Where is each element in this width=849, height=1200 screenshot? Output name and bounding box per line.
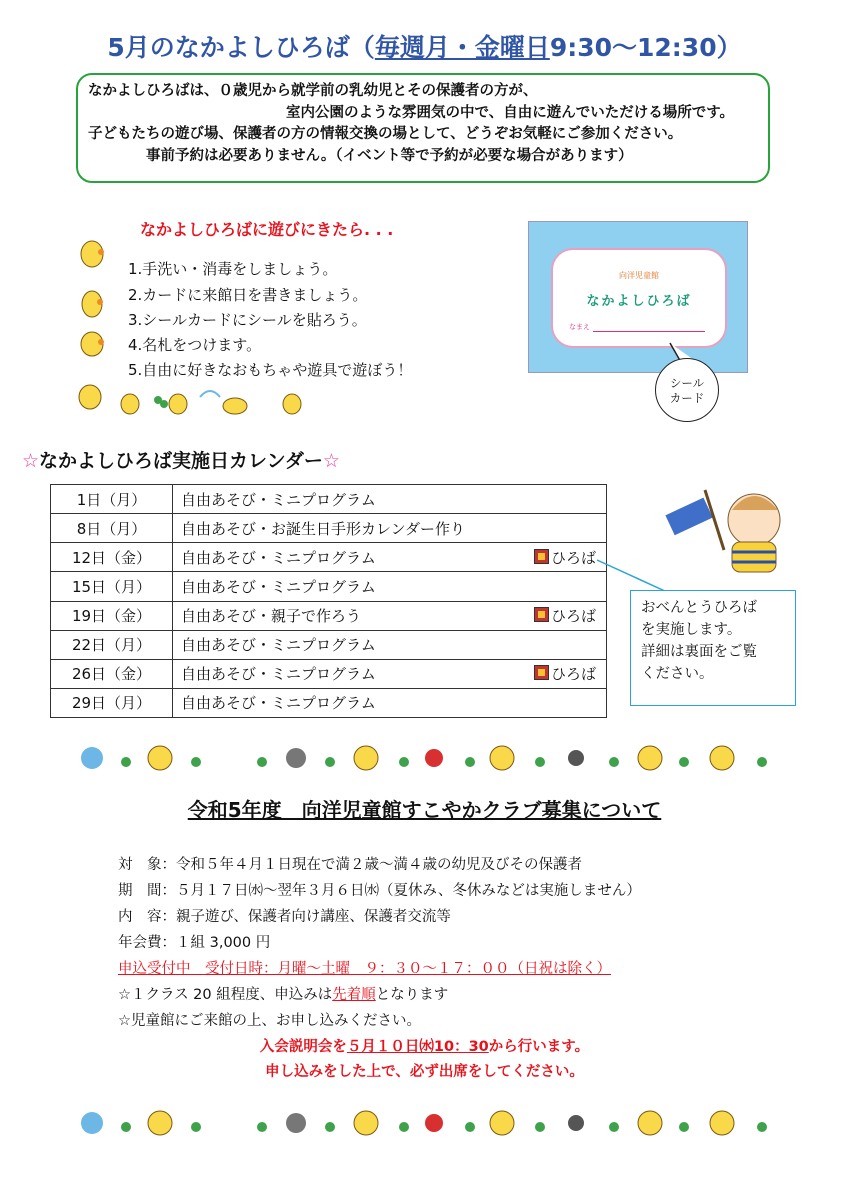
seal-card-image xyxy=(528,221,748,373)
date-cell: 1日（月） xyxy=(51,485,173,514)
date-cell: 12日（金） xyxy=(51,543,173,572)
intro-line: なかよしひろばは、０歳児から就学前の乳幼児とその保護者の方が、 xyxy=(88,83,538,99)
content-cell: 自由あそび・親子で作ろう ひろば xyxy=(173,601,607,630)
lunchbox-icon xyxy=(534,549,549,564)
intro-line: 室内公園のような雰囲気の中で、自由に遊んでいただける場所です。 xyxy=(286,104,735,121)
seal-card-frame xyxy=(551,248,727,348)
table-row xyxy=(51,630,607,659)
card-name: なかよしひろば xyxy=(586,294,692,309)
star-icon: ☆ xyxy=(22,450,40,472)
club-reception: 申込受付中 受付日時：月曜～土曜 ９：３０～１７：００（日祝は除く） xyxy=(118,961,611,977)
club-visit: ☆児童館にご来館の上、お申し込みください。 xyxy=(118,1013,421,1029)
step-item: 2.カードに来館日を書きましょう。 xyxy=(128,286,368,304)
date-cell: 29日（月） xyxy=(51,688,173,717)
step-item: 1.手洗い・消毒をしましょう。 xyxy=(128,260,338,278)
table-row xyxy=(51,601,607,630)
open-time: 9:30～12:30 xyxy=(549,33,717,62)
step-item: 5.自由に好きなおもちゃや遊具で遊ぼう！ xyxy=(128,361,413,379)
star-icon: ☆ xyxy=(322,450,340,472)
club-target: 対 象：令和５年４月１日現在で満２歳～満４歳の幼児及びその保護者 xyxy=(118,857,582,873)
intro-box xyxy=(76,73,770,183)
content-cell: 自由あそび・ミニプログラム xyxy=(173,485,607,514)
hiroba-badge: ひろば xyxy=(534,547,596,568)
date-cell: 15日（月） xyxy=(51,572,173,601)
hiroba-badge: ひろば xyxy=(534,605,596,626)
table-row xyxy=(51,659,607,688)
table-row xyxy=(51,572,607,601)
table-row xyxy=(51,543,607,572)
content-cell: 自由あそび・ミニプログラム ひろば xyxy=(173,543,607,572)
howto-title: なかよしひろばに遊びにきたら. . . xyxy=(140,220,394,239)
step-item: 3.シールカードにシールを貼ろう。 xyxy=(128,311,367,329)
hiroba-badge: ひろば xyxy=(534,663,596,684)
content-cell: 自由あそび・ミニプログラム ひろば xyxy=(173,659,607,688)
table-row xyxy=(51,688,607,717)
date-cell: 8日（月） xyxy=(51,514,173,543)
intro-line: 子どもたちの遊び場、保護者の方の情報交換の場として、どうぞお気軽にご参加ください。 xyxy=(88,126,683,142)
intro-line: 事前予約は必要ありません。（イベント等で予約が必要な場合があります） xyxy=(146,147,633,164)
content-cell: 自由あそび・お誕生日手形カレンダー作り xyxy=(173,514,607,543)
chick-illustrations xyxy=(70,232,413,422)
obento-callout: おべんとうひろば を実施します。 詳細は裏面をご覧 ください。 xyxy=(630,590,796,706)
open-days: 毎週月・金曜日 xyxy=(374,33,550,62)
decoration-border xyxy=(74,1105,774,1145)
club-class-size: ☆１クラス 20 組程度、申込みは先着順となります xyxy=(118,987,449,1003)
child-with-carp-streamer-illustration xyxy=(660,480,800,585)
club-briefing: 入会説明会を５月１０日㈬10：30から行います。 xyxy=(259,1039,590,1055)
content-cell: 自由あそび・ミニプログラム xyxy=(173,572,607,601)
page-title: 5月のなかよしひろば（毎週月・金曜日9:30～12:30） xyxy=(107,33,742,62)
date-cell: 19日（金） xyxy=(51,601,173,630)
club-fee: 年会費：１組 3,000 円 xyxy=(118,935,271,951)
card-name-label: なまえ xyxy=(569,323,590,331)
calendar-table xyxy=(50,484,607,718)
seal-card-callout: シール カード xyxy=(655,358,719,422)
card-name-line xyxy=(593,331,705,332)
club-attend: 申し込みをした上で、必ず出席をしてください。 xyxy=(265,1064,584,1080)
date-cell: 22日（月） xyxy=(51,630,173,659)
decoration-border xyxy=(74,740,774,780)
club-content: 内 容：親子遊び、保護者向け講座、保護者交流等 xyxy=(118,909,451,925)
lunchbox-icon xyxy=(534,665,549,680)
table-row xyxy=(51,514,607,543)
calendar-title: ☆なかよしひろば実施日カレンダー☆ xyxy=(22,450,340,472)
club-period: 期 間：５月１７日㈬～翌年３月６日㈬（夏休み、冬休みなどは実施しません） xyxy=(118,883,641,899)
content-cell: 自由あそび・ミニプログラム xyxy=(173,688,607,717)
table-row xyxy=(51,485,607,514)
card-org: 向洋児童館 xyxy=(619,271,659,280)
date-cell: 26日（金） xyxy=(51,659,173,688)
club-title: 令和5年度 向洋児童館すこやかクラブ募集について xyxy=(187,798,662,822)
content-cell: 自由あそび・ミニプログラム xyxy=(173,630,607,659)
lunchbox-icon xyxy=(534,607,549,622)
step-item: 4.名札をつけます。 xyxy=(128,336,262,354)
